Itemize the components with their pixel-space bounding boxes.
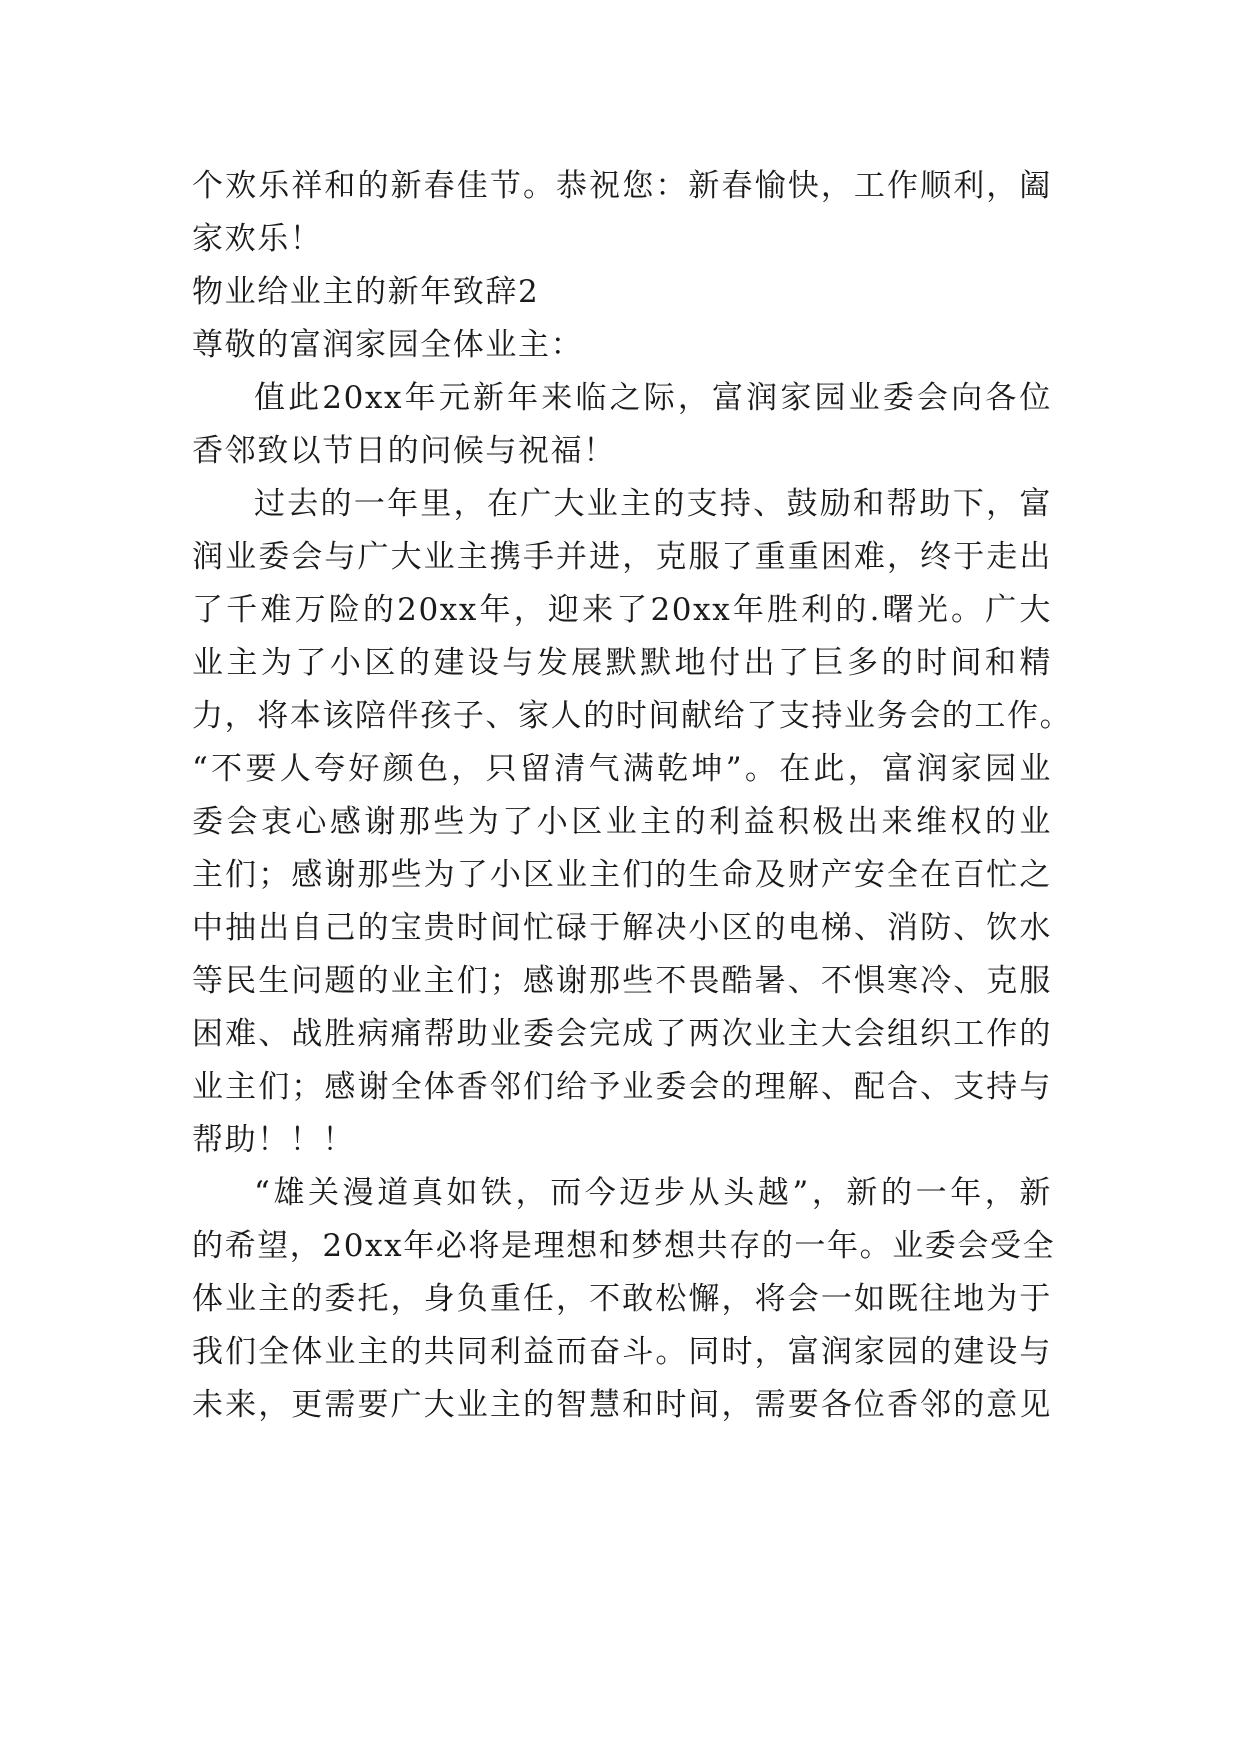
salutation: 尊敬的富润家园全体业主： [192,327,584,363]
text-line: 主们；感谢那些为了小区业主们的生命及财产安全在百忙之 [192,857,1052,893]
text-line: 了千难万险的20xx年，迎来了20xx年胜利的.曙光。广大 [192,592,1052,628]
text-line: 体业主的委托，身负重任，不敢松懈，将会一如既往地为于 [192,1281,1052,1317]
text-line: 帮助！！！ [192,1122,355,1158]
paragraph-first-line: 值此20xx年元新年来临之际，富润家园业委会向各位 [254,380,1052,416]
text-line: 业主为了小区的建设与发展默默地付出了巨多的时间和精 [192,645,1052,681]
text-line: 困难、战胜病痛帮助业委会完成了两次业主大会组织工作的 [192,1016,1052,1052]
text-line: 委会衷心感谢那些为了小区业主的利益积极出来维权的业 [192,804,1052,840]
text-line: 润业委会与广大业主携手并进，克服了重重困难，终于走出 [192,539,1052,575]
document-body [192,160,1073,1432]
paragraph-first-line: “雄关漫道真如铁，而今迈步从头越”，新的一年，新 [254,1175,1052,1211]
text-line: 中抽出自己的宝贵时间忙碌于解决小区的电梯、消防、饮水 [192,910,1052,946]
text-line: 等民生问题的业主们；感谢那些不畏酷暑、不惧寒冷、克服 [192,963,1052,999]
text-line: 香邻致以节日的问候与祝福！ [192,433,616,469]
text-line: 未来，更需要广大业主的智慧和时间，需要各位香邻的意见 [192,1387,1052,1423]
text-line: 我们全体业主的共同利益而奋斗。同时，富润家园的建设与 [192,1334,1052,1370]
section-heading: 物业给业主的新年致辞2 [192,274,540,310]
paragraph-first-line: 过去的一年里，在广大业主的支持、鼓励和帮助下，富 [254,486,1052,522]
text-line: 个欢乐祥和的新春佳节。恭祝您：新春愉快，工作顺利，阖 [192,168,1052,204]
text-line: “不要人夸好颜色，只留清气满乾坤”。在此，富润家园业 [192,751,1052,787]
text-line: 力，将本该陪伴孩子、家人的时间献给了支持业务会的工作。 [192,698,1073,734]
text-line: 家欢乐！ [192,221,323,257]
text-line: 的希望，20xx年必将是理想和梦想共存的一年。业委会受全 [192,1228,1056,1264]
text-line: 业主们；感谢全体香邻们给予业委会的理解、配合、支持与 [192,1069,1052,1105]
